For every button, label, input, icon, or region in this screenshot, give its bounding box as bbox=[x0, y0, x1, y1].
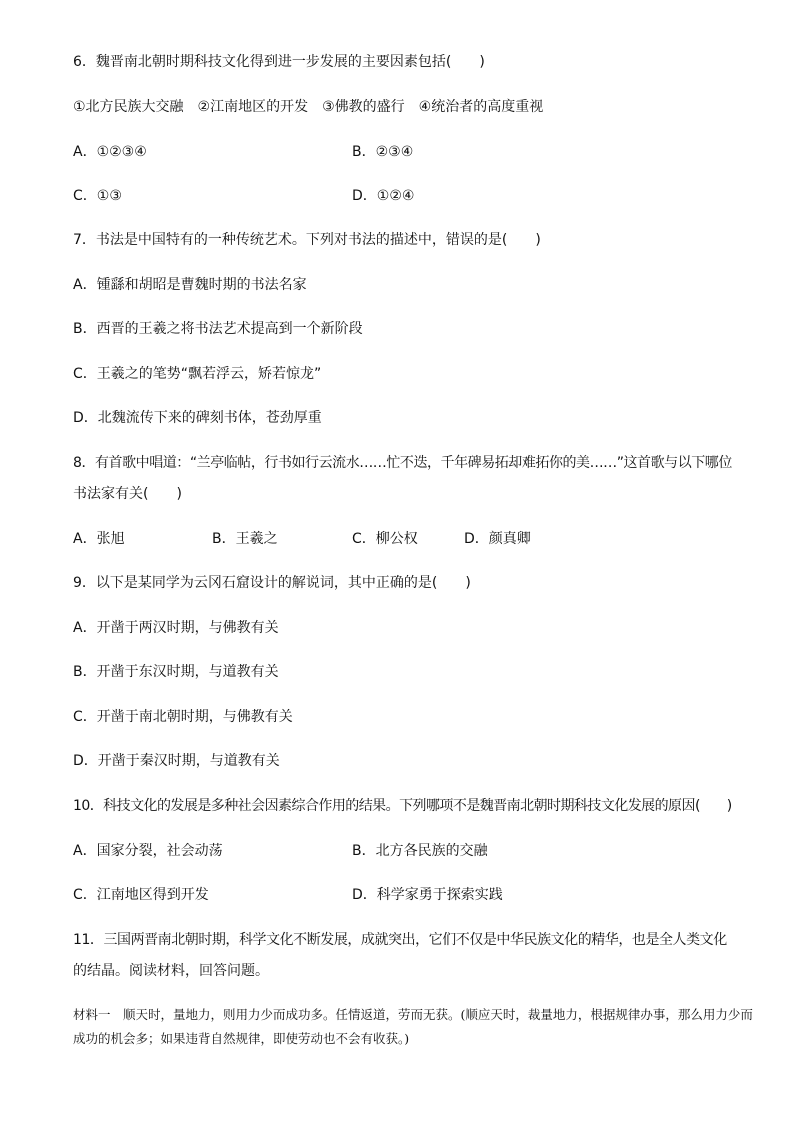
q7-option-b: B．西晋的王羲之将书法艺术提高到一个新阶段 bbox=[73, 321, 363, 337]
q6-option-c: C．①③ bbox=[73, 188, 122, 204]
q9-option-c: C．开凿于南北朝时期，与佛教有关 bbox=[73, 709, 293, 725]
q8-option-a: A．张旭 bbox=[73, 531, 125, 547]
q6-option-b: B．②③④ bbox=[352, 144, 414, 160]
q10-option-c: C．江南地区得到开发 bbox=[73, 887, 209, 903]
q10-option-a: A．国家分裂，社会动荡 bbox=[73, 843, 223, 859]
q8-option-c: C．柳公权 bbox=[352, 531, 418, 547]
q7-option-c: C．王羲之的笔势“飘若浮云，矫若惊龙” bbox=[73, 366, 322, 382]
q7-option-d: D．北魏流传下来的碑刻书体，苍劲厚重 bbox=[73, 410, 322, 426]
q11-stem-line2: 的结晶。阅读材料，回答问题。 bbox=[73, 963, 269, 979]
q8-option-b: B．王羲之 bbox=[212, 531, 278, 547]
q6-option-d: D．①②④ bbox=[352, 188, 415, 204]
q7-option-a: A．锺繇和胡昭是曹魏时期的书法名家 bbox=[73, 277, 307, 293]
q6-items: ①北方民族大交融 ②江南地区的开发 ③佛教的盛行 ④统治者的高度重视 bbox=[73, 99, 544, 115]
q11-stem-line1: 11．三国两晋南北朝时期，科学文化不断发展，成就突出，它们不仅是中华民族文化的精华，也是全人类文化 bbox=[73, 932, 727, 948]
q8-option-d: D．颜真卿 bbox=[464, 531, 531, 547]
q9-option-b: B．开凿于东汉时期，与道教有关 bbox=[73, 664, 279, 680]
q10-option-b: B．北方各民族的交融 bbox=[352, 843, 488, 859]
q6-option-a: A．①②③④ bbox=[73, 144, 147, 160]
q6-stem: 6．魏晋南北朝时期科技文化得到进一步发展的主要因素包括( ) bbox=[73, 54, 485, 70]
q8-stem-line1: 8．有首歌中唱道：“兰亭临帖，行书如行云流水……忙不迭，千年碑易拓却难拓你的美……”这首歌与以下哪位 bbox=[73, 455, 732, 471]
q10-option-d: D．科学家勇于探索实践 bbox=[352, 887, 503, 903]
q9-option-a: A．开凿于两汉时期，与佛教有关 bbox=[73, 620, 279, 636]
q10-stem: 10．科技文化的发展是多种社会因素综合作用的结果。下列哪项不是魏晋南北朝时期科技文化发展的原因( ) bbox=[73, 798, 732, 814]
q11-material-1: 材料一 顺天时，量地力，则用力少而成功多。任情返道，劳而无获。(顺应天时，裁量地力，根据规律办事，那么用力少而成功的机会多；如果违背自然规律，即使劳动也不会有收获。) bbox=[73, 1007, 753, 1046]
q8-stem-line2: 书法家有关( ) bbox=[73, 486, 182, 502]
q9-stem: 9．以下是某同学为云冈石窟设计的解说词，其中正确的是( ) bbox=[73, 575, 471, 591]
q7-stem: 7．书法是中国特有的一种传统艺术。下列对书法的描述中，错误的是( ) bbox=[73, 232, 541, 248]
q9-option-d: D．开凿于秦汉时期，与道教有关 bbox=[73, 753, 280, 769]
